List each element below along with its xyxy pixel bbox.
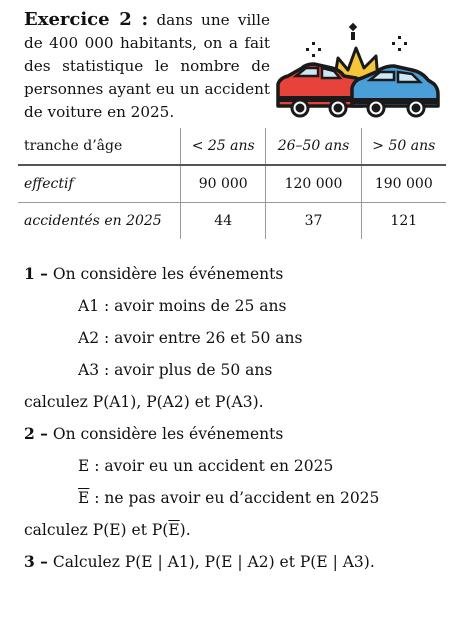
table-cell: 44	[181, 203, 266, 240]
row-header-label: tranche d’âge	[18, 128, 181, 165]
ask-suffix: ).	[179, 521, 191, 539]
question-3	[24, 551, 375, 573]
e-bar-letter: $\overline{E}$	[78, 489, 90, 507]
ask-bar: $\overline{E}$	[168, 521, 180, 539]
table-row	[18, 165, 446, 203]
statistics-table	[18, 128, 446, 239]
table-cell: 90 000	[181, 165, 266, 203]
question-2	[24, 423, 283, 445]
event-a1: A1 : avoir moins de 25 ans	[78, 297, 287, 315]
question-number: 1 –	[24, 264, 48, 283]
column-header: < 25 ans	[181, 128, 266, 165]
row-label: effectif	[18, 165, 181, 203]
question-text: On considère les événements	[52, 265, 284, 283]
event-a2: A2 : avoir entre 26 et 50 ans	[78, 329, 303, 347]
question-number: 3 –	[24, 552, 48, 571]
question-text: On considère les événements	[52, 425, 284, 443]
column-header: 26–50 ans	[266, 128, 361, 165]
table-cell: 121	[361, 203, 446, 240]
row-label: accidentés en 2025	[18, 203, 181, 240]
event-e-complement	[78, 487, 379, 509]
question-2-ask	[24, 519, 191, 541]
exercise-label: Exercice 2 :	[24, 9, 149, 30]
car-crash-icon	[272, 18, 442, 118]
table-cell: 120 000	[266, 165, 361, 203]
table-row	[18, 203, 446, 240]
question-1-ask: calculez P(A1), P(A2) et P(A3).	[24, 393, 264, 411]
exercise-intro-text: dans une ville de 400 000 habitants, on a fait des statistique le nombre de personnes ayant eu un accident de voiture en 2025.	[24, 11, 270, 121]
table-cell: 190 000	[361, 165, 446, 203]
table-header-row	[18, 128, 446, 165]
e-bar-text: : ne pas avoir eu d’accident en 2025	[89, 489, 380, 507]
exercise-intro	[24, 8, 270, 124]
column-header: > 50 ans	[361, 128, 446, 165]
question-1	[24, 263, 283, 285]
question-text: Calculez P(E | A1), P(E | A2) et P(E | A3).	[52, 553, 375, 571]
event-e: E : avoir eu un accident en 2025	[78, 457, 334, 475]
question-number: 2 –	[24, 424, 48, 443]
table-cell: 37	[266, 203, 361, 240]
ask-prefix: calculez P(E) et P(	[24, 521, 169, 539]
event-a3: A3 : avoir plus de 50 ans	[78, 361, 273, 379]
